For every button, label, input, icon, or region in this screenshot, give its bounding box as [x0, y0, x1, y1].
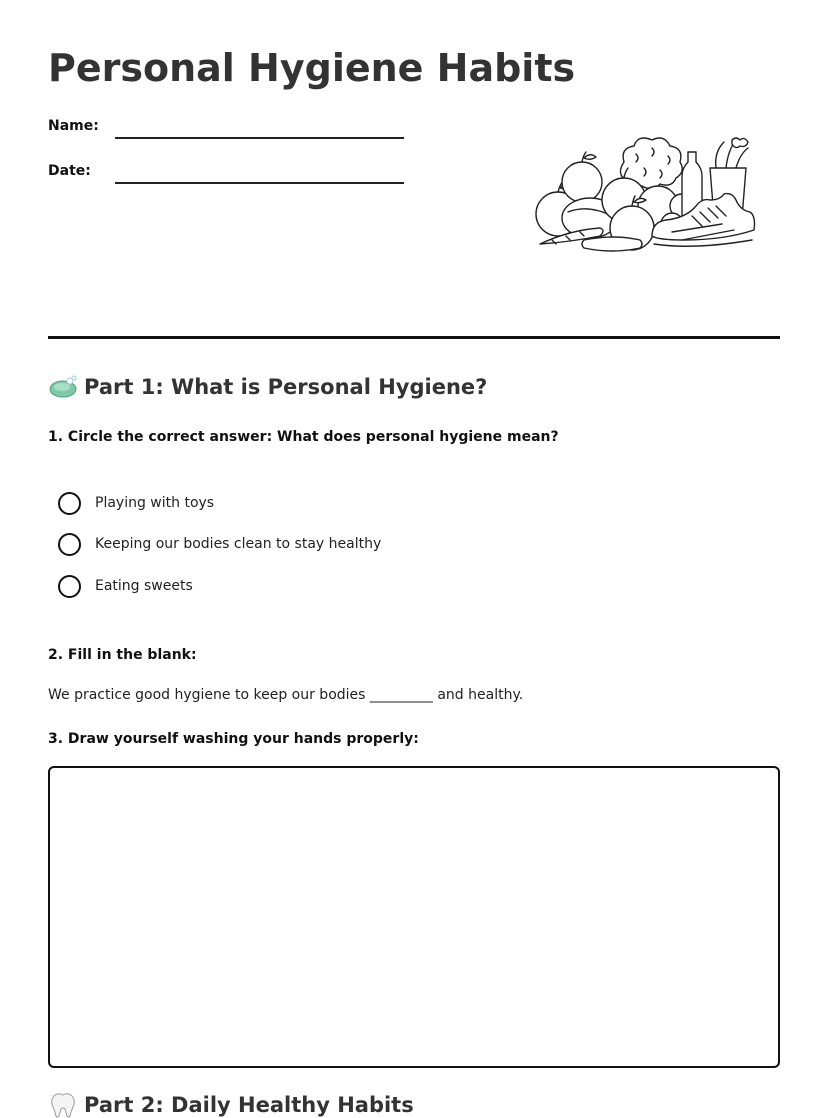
name-label: Name: [48, 118, 99, 134]
name-field[interactable] [48, 118, 408, 148]
date-label: Date: [48, 163, 91, 179]
option-1-label: Playing with toys [95, 495, 215, 511]
option-3-label: Eating sweets [95, 578, 193, 594]
question-2: 2. Fill in the blank: [48, 647, 197, 663]
name-line[interactable] [115, 137, 404, 139]
part2-heading [48, 1092, 414, 1118]
question-1: 1. Circle the correct answer: What does personal hygiene mean? [48, 429, 559, 445]
radio-option-3[interactable] [58, 575, 81, 598]
apple-top [562, 162, 602, 202]
fill-in-blank-sentence[interactable]: We practice good hygiene to keep our bodies _________ and healthy. [48, 687, 524, 703]
option-1[interactable] [58, 491, 214, 515]
part2-heading-text: Part 2: Daily Healthy Habits [84, 1093, 414, 1117]
drawing-area[interactable] [48, 766, 780, 1068]
option-3[interactable] [58, 574, 193, 598]
option-2-label: Keeping our bodies clean to stay healthy [95, 536, 382, 552]
question-3: 3. Draw yourself washing your hands properly: [48, 731, 419, 747]
cucumber [582, 237, 642, 251]
soap-icon [48, 374, 78, 400]
radio-option-2[interactable] [58, 533, 81, 556]
part1-heading-text: Part 1: What is Personal Hygiene? [84, 375, 488, 399]
page-title: Personal Hygiene Habits [48, 46, 576, 90]
section-divider [48, 336, 780, 339]
fruits-vegetables-sneaker-illustration [532, 132, 756, 260]
date-field[interactable] [48, 163, 408, 193]
option-2[interactable] [58, 532, 381, 556]
date-line[interactable] [115, 182, 404, 184]
part1-heading [48, 374, 487, 400]
tooth-icon [48, 1092, 78, 1118]
radio-option-1[interactable] [58, 492, 81, 515]
